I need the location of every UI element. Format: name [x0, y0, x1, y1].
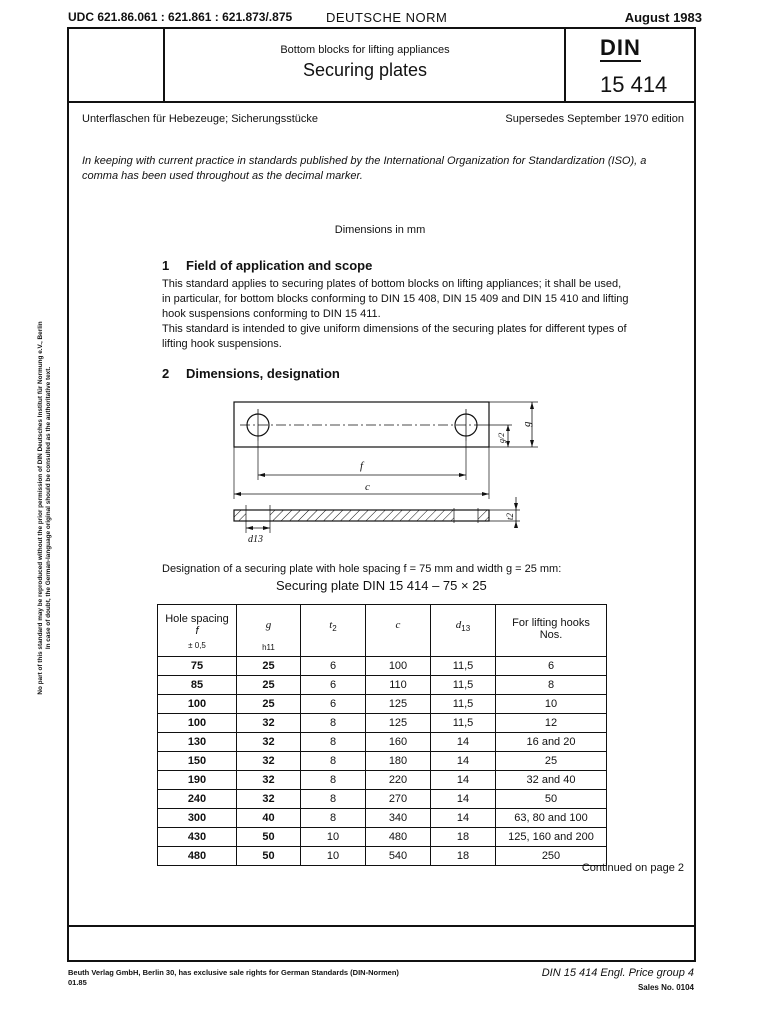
table-row: [158, 771, 607, 790]
document-title: Securing plates: [302, 60, 428, 80]
table-cell: 14: [431, 752, 496, 771]
table-cell: 150: [158, 752, 237, 771]
table-cell: 220: [366, 771, 431, 790]
table-cell: 32: [237, 771, 301, 790]
dim-label-f: f: [360, 460, 364, 472]
section-1-number: 1: [162, 258, 170, 273]
section-2-number: 2: [162, 366, 170, 381]
table-header-row: [158, 605, 607, 657]
table-cell: 6: [301, 657, 366, 676]
table-cell: 480: [366, 828, 431, 847]
table-cell: 32: [237, 790, 301, 809]
table-cell: 14: [431, 809, 496, 828]
table-cell: 8: [496, 676, 607, 695]
header-g: g h11: [237, 605, 301, 657]
table-cell: 100: [158, 695, 237, 714]
table-cell: 63, 80 and 100: [496, 809, 607, 828]
table-cell: 100: [158, 714, 237, 733]
table-cell: 6: [301, 676, 366, 695]
table-cell: 6: [301, 695, 366, 714]
dim-label-g: g: [521, 421, 533, 427]
supersedes-note: Supersedes September 1970 edition: [505, 113, 684, 125]
section-1-title: Field of application and scope: [186, 258, 373, 273]
table-row: [158, 809, 607, 828]
table-cell: 32: [237, 733, 301, 752]
section-1-paragraph-1: This standard applies to securing plates of bottom blocks on lifting appliances; it shall be used, in particular, for bottom blocks conforming to DIN 15 408, DIN 15 409 and DIN 15 410 and lifting hook suspensions conforming to DIN 15 411.: [162, 278, 629, 320]
table-cell: 340: [366, 809, 431, 828]
din-number: 15 414: [600, 72, 668, 97]
table-row: [158, 790, 607, 809]
table-cell: 11,5: [431, 695, 496, 714]
designation-example: Securing plate DIN 15 414 – 75 × 25: [276, 578, 487, 593]
table-cell: 8: [301, 752, 366, 771]
dim-label-d13: d13: [248, 534, 263, 545]
table-cell: 50: [496, 790, 607, 809]
table-cell: 8: [301, 714, 366, 733]
table-cell: 75: [158, 657, 237, 676]
table-cell: 25: [237, 676, 301, 695]
header-hooks: For lifting hooks Nos.: [496, 605, 607, 657]
header-divider: [67, 101, 696, 103]
table-cell: 10: [301, 847, 366, 866]
table-cell: 14: [431, 771, 496, 790]
din-logo: DIN: [600, 35, 641, 60]
table-cell: 8: [301, 771, 366, 790]
table-cell: 32: [237, 714, 301, 733]
table-row: [158, 676, 607, 695]
footer-divider: [67, 925, 696, 927]
publication-code: 01.85: [68, 978, 87, 987]
table-row: [158, 657, 607, 676]
table-cell: 32: [237, 752, 301, 771]
table-cell: 16 and 20: [496, 733, 607, 752]
table-cell: 18: [431, 828, 496, 847]
table-cell: 125, 160 and 200: [496, 828, 607, 847]
side-text-line-2: In case of doubt, the German-language original should be consulted as the authoritative text.: [45, 366, 52, 650]
table-cell: 18: [431, 847, 496, 866]
table-row: [158, 714, 607, 733]
table-cell: 270: [366, 790, 431, 809]
table-cell: 540: [366, 847, 431, 866]
table-row: [158, 733, 607, 752]
table-cell: 430: [158, 828, 237, 847]
table-cell: 125: [366, 714, 431, 733]
table-row: [158, 695, 607, 714]
table-cell: 12: [496, 714, 607, 733]
plate-top-view: [234, 402, 489, 447]
table-cell: 11,5: [431, 714, 496, 733]
german-title: Unterflaschen für Hebezeuge; Sicherungsstücke: [82, 113, 319, 125]
table-cell: 10: [301, 828, 366, 847]
table-cell: 14: [431, 733, 496, 752]
table-cell: 100: [366, 657, 431, 676]
header-t2: $t_2$: [301, 605, 366, 657]
table-cell: 85: [158, 676, 237, 695]
dimensions-note: Dimensions in mm: [334, 224, 426, 236]
table-cell: 11,5: [431, 676, 496, 695]
dim-label-g-half: g/2: [497, 432, 506, 443]
table-cell: 32 and 40: [496, 771, 607, 790]
table-cell: 240: [158, 790, 237, 809]
dim-label-t2: t2: [505, 512, 515, 520]
section-1-text: [162, 277, 632, 352]
table-cell: 50: [237, 828, 301, 847]
side-copyright-text: [37, 273, 53, 743]
decimal-marker-note: In keeping with current practice in standards published by the International Organization for Standardization (ISO), a comma has been used throughout as the decimal marker.: [82, 155, 647, 182]
table-cell: 25: [237, 657, 301, 676]
header-d13: $d_{13}$: [431, 605, 496, 657]
dimensions-table: [157, 604, 607, 866]
table-cell: 10: [496, 695, 607, 714]
table-cell: 8: [301, 790, 366, 809]
table-cell: 50: [237, 847, 301, 866]
document-subtitle: Bottom blocks for lifting appliances: [280, 44, 450, 56]
footer-price-group: DIN 15 414 Engl. Price group 4: [541, 967, 694, 979]
table-cell: 8: [301, 733, 366, 752]
table-cell: 190: [158, 771, 237, 790]
designation-text: Designation of a securing plate with hole spacing f = 75 mm and width g = 25 mm:: [162, 563, 562, 575]
table-cell: 25: [237, 695, 301, 714]
table-cell: 25: [496, 752, 607, 771]
table-cell: 480: [158, 847, 237, 866]
securing-plate-drawing: [220, 395, 540, 550]
table-cell: 160: [366, 733, 431, 752]
table-cell: 180: [366, 752, 431, 771]
table-cell: 11,5: [431, 657, 496, 676]
header-c: c: [366, 605, 431, 657]
table-cell: 6: [496, 657, 607, 676]
table-cell: 110: [366, 676, 431, 695]
issue-date: August 1983: [624, 10, 702, 25]
table-row: [158, 828, 607, 847]
table-cell: 125: [366, 695, 431, 714]
dim-label-c: c: [365, 481, 370, 493]
table-cell: 130: [158, 733, 237, 752]
footer-publisher: [68, 968, 399, 988]
table-cell: 300: [158, 809, 237, 828]
header-hole-spacing: Hole spacing f ± 0,5: [158, 605, 237, 657]
section-1-paragraph-2: This standard is intended to give uniform dimensions of the securing plates for different types of lifting hook suspensions.: [162, 323, 627, 350]
table-row: [158, 752, 607, 771]
table-row: [158, 847, 607, 866]
publisher-text: Beuth Verlag GmbH, Berlin 30, has exclusive sale rights for German Standards (DIN-Normen): [68, 968, 399, 977]
udc-code: UDC 621.86.061 : 621.861 : 621.873/.875: [68, 10, 293, 24]
sales-number: Sales No. 0104: [637, 983, 694, 992]
side-text-line-1: No part of this standard may be reproduced without the prior permission of DIN Deutsches Institut für Normung e.V., Berlin: [37, 321, 44, 695]
section-2-title: Dimensions, designation: [186, 366, 340, 381]
table-cell: 250: [496, 847, 607, 866]
table-cell: 40: [237, 809, 301, 828]
continued-note: Continued on page 2: [581, 862, 684, 874]
table-cell: 14: [431, 790, 496, 809]
deutsche-norm-label: DEUTSCHE NORM: [326, 10, 448, 25]
table-cell: 8: [301, 809, 366, 828]
